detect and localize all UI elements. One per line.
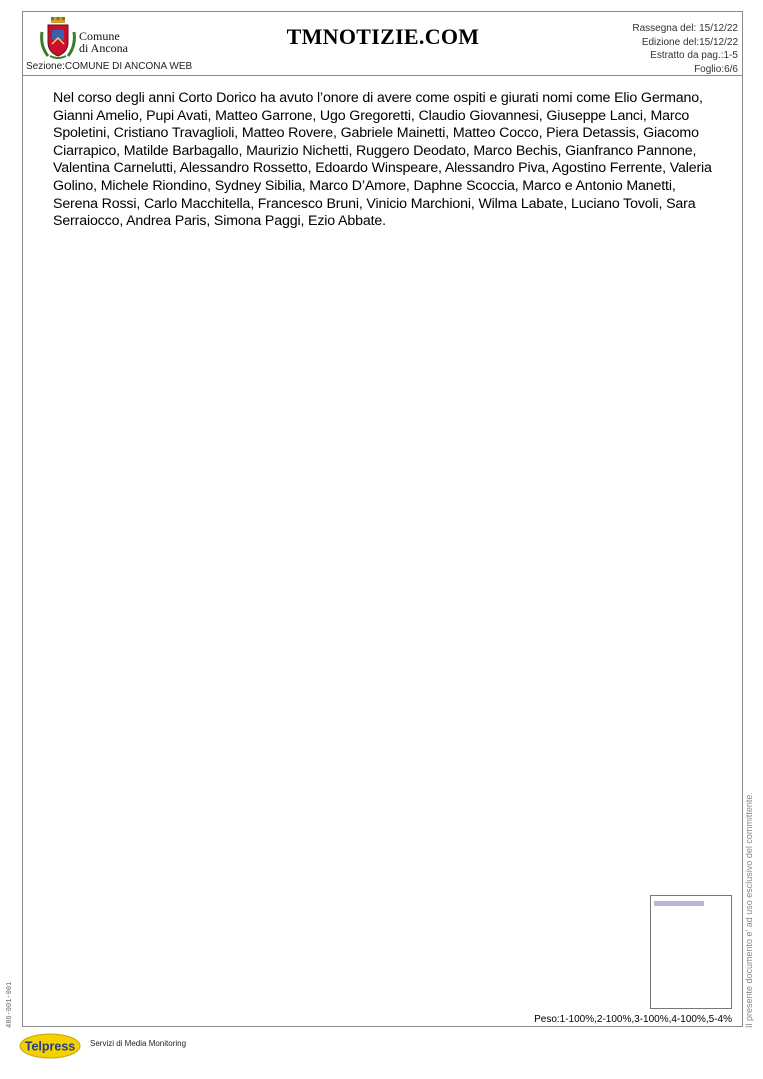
telpress-logo xyxy=(19,1033,81,1059)
publication-masthead: TMNOTIZIE.COM xyxy=(286,24,480,49)
estratto-pages: Estratto da pag.:1-5 xyxy=(650,50,738,61)
peso-label: Peso:1-100%,2-100%,3-100%,4-100%,5-4% xyxy=(534,1014,732,1025)
thumbnail-highlight xyxy=(654,901,704,906)
services-tagline: Servizi di Media Monitoring xyxy=(90,1039,187,1048)
usage-disclaimer: Il presente documento e' ad uso esclusivo del committente. xyxy=(744,792,754,1028)
edizione-date: Edizione del:15/12/22 xyxy=(641,36,738,48)
press-review-meta xyxy=(632,22,738,76)
telpress-logo-text: Telpress xyxy=(24,1039,76,1054)
page-frame xyxy=(22,11,743,1027)
rassegna-date: Rassegna del: 15/12/22 xyxy=(632,23,738,34)
document-code: 486-001-001 xyxy=(6,981,14,1028)
section-label: Sezione:COMUNE DI ANCONA WEB xyxy=(26,61,193,72)
article-paragraph: Nel corso degli anni Corto Dorico ha avuto l’onore di avere come ospiti e giurati nomi come Elio Germano, Gianni Amelio, Pupi Avati, Matteo Garrone, Ugo Gregoretti, Claudio Giovannesi, Giuseppe Lanci, Marco Spoletini, Cristiano Travaglioli, Matteo Rovere, Gabriele Mainetti, Matteo Cocco, Piera Detassis, Giacomo Ciarrapico, Matilde Barbagallo, Maurizio Nichetti, Ruggero Deodato, Marco Bechis, Gianfranco Pannone, Valentina Carnelutti, Alessandro Rossetto, Edoardo Winspeare, Alessandro Piva, Agostino Ferrente, Valeria Golino, Michele Riondino, Sydney Sibilia, Marco D’Amore, Daphne Scoccia, Marco e Antonio Manetti, Serena Rossi, Carlo Macchitella, Francesco Bruni, Vinicio Marchioni, Wilma Labate, Luciano Tovoli, Sara Serraiocco, Andrea Paris, Simona Paggi, Ezio Abbate. xyxy=(53,90,712,230)
comune-di-ancona-label: Comune di Ancona xyxy=(79,29,128,55)
page-thumbnail xyxy=(650,895,732,1009)
ancona-crest-icon xyxy=(38,16,78,62)
foglio-number: Foglio:6/6 xyxy=(694,63,738,75)
page-header xyxy=(23,12,742,76)
